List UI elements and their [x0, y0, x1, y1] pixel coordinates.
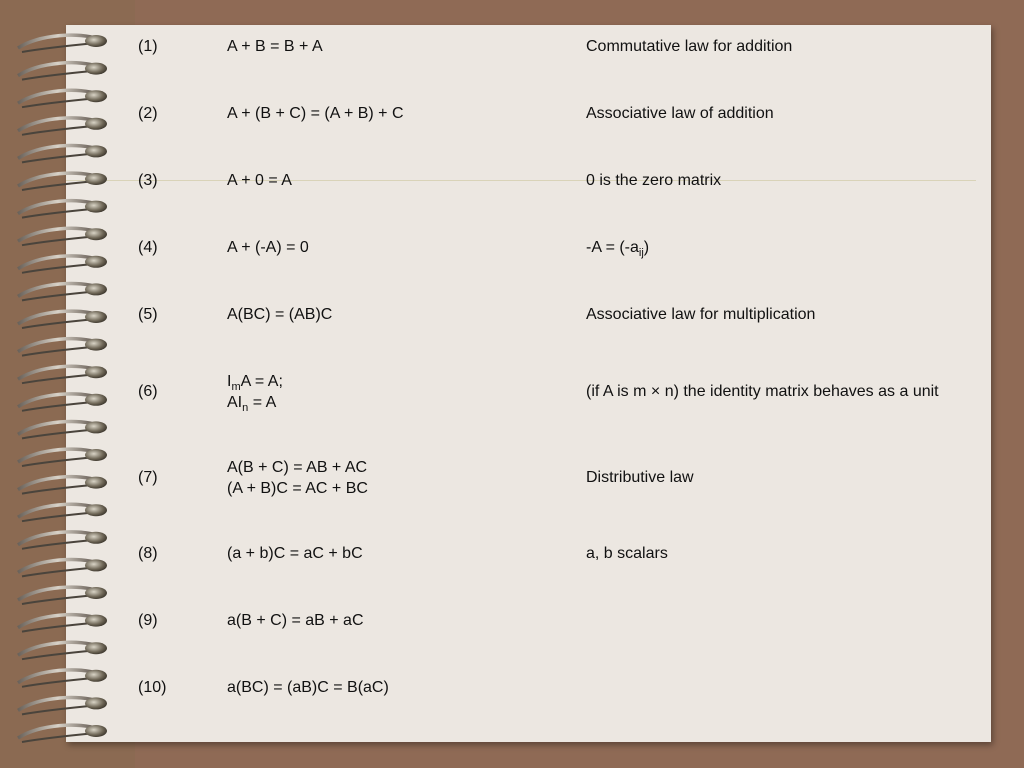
formula-line-2: $AI_n = A$ — [227, 394, 277, 414]
formula: (a + b)C = aC + bC — [227, 545, 363, 562]
description: Distributive law — [586, 469, 694, 486]
spiral-ring — [18, 449, 107, 466]
spiral-ring — [18, 63, 107, 80]
spiral-ring — [18, 145, 107, 162]
description: (if A is m × n) the identity matrix behaves as a unit — [586, 383, 939, 400]
ruled-line — [66, 180, 976, 181]
spiral-ring — [18, 90, 107, 107]
spiral-ring — [18, 559, 107, 576]
formula-line-1: A(B + C) = AB + AC — [227, 459, 368, 476]
row-number: (2) — [138, 105, 158, 122]
formula: a(B + C) = aB + aC — [227, 612, 364, 629]
description: Associative law for multiplication — [586, 306, 816, 323]
formula: A + 0 = A — [227, 172, 292, 189]
formula: A + (-A) = 0 — [227, 239, 309, 256]
spiral-ring — [18, 725, 107, 742]
row-number: (7) — [138, 469, 158, 486]
spiral-ring — [18, 394, 107, 411]
spiral-ring — [18, 35, 107, 52]
spiral-ring — [18, 283, 107, 300]
spiral-ring — [18, 366, 107, 383]
row-number: (8) — [138, 545, 158, 562]
formula: A + (B + C) = (A + B) + C — [227, 105, 404, 122]
row-number: (1) — [138, 38, 158, 55]
row-number: (10) — [138, 679, 167, 696]
description: Associative law of addition — [586, 105, 774, 122]
spiral-ring — [18, 587, 107, 604]
spiral-ring — [18, 228, 107, 245]
spiral-ring — [18, 642, 107, 659]
spiral-ring — [18, 201, 107, 218]
spiral-ring — [18, 504, 107, 521]
spiral-ring — [18, 615, 107, 632]
spiral-ring — [18, 421, 107, 438]
spiral-ring — [18, 118, 107, 135]
spiral-ring — [18, 256, 107, 273]
spiral-ring — [18, 670, 107, 687]
spiral-ring — [18, 311, 107, 328]
spiral-ring — [18, 339, 107, 356]
row-number: (4) — [138, 239, 158, 256]
row-number: (3) — [138, 172, 158, 189]
description: 0 is the zero matrix — [586, 172, 722, 189]
description: a, b scalars — [586, 545, 668, 562]
spiral-ring — [18, 477, 107, 494]
description: $-A = (-a_{ij})$ — [586, 239, 650, 259]
formula: A + B = B + A — [227, 38, 323, 55]
formula-line-1: $I_mA = A$; — [227, 373, 283, 393]
row-number: (5) — [138, 306, 158, 323]
spiral-ring — [18, 173, 107, 190]
formula: A(BC) = (AB)C — [227, 306, 333, 323]
formula: a(BC) = (aB)C = B(aC) — [227, 679, 389, 696]
description: Commutative law for addition — [586, 38, 793, 55]
row-number: (9) — [138, 612, 158, 629]
spiral-ring — [18, 697, 107, 714]
spiral-binding — [0, 0, 130, 768]
formula-line-2: (A + B)C = AC + BC — [227, 480, 368, 497]
spiral-ring — [18, 532, 107, 549]
row-number: (6) — [138, 383, 158, 400]
